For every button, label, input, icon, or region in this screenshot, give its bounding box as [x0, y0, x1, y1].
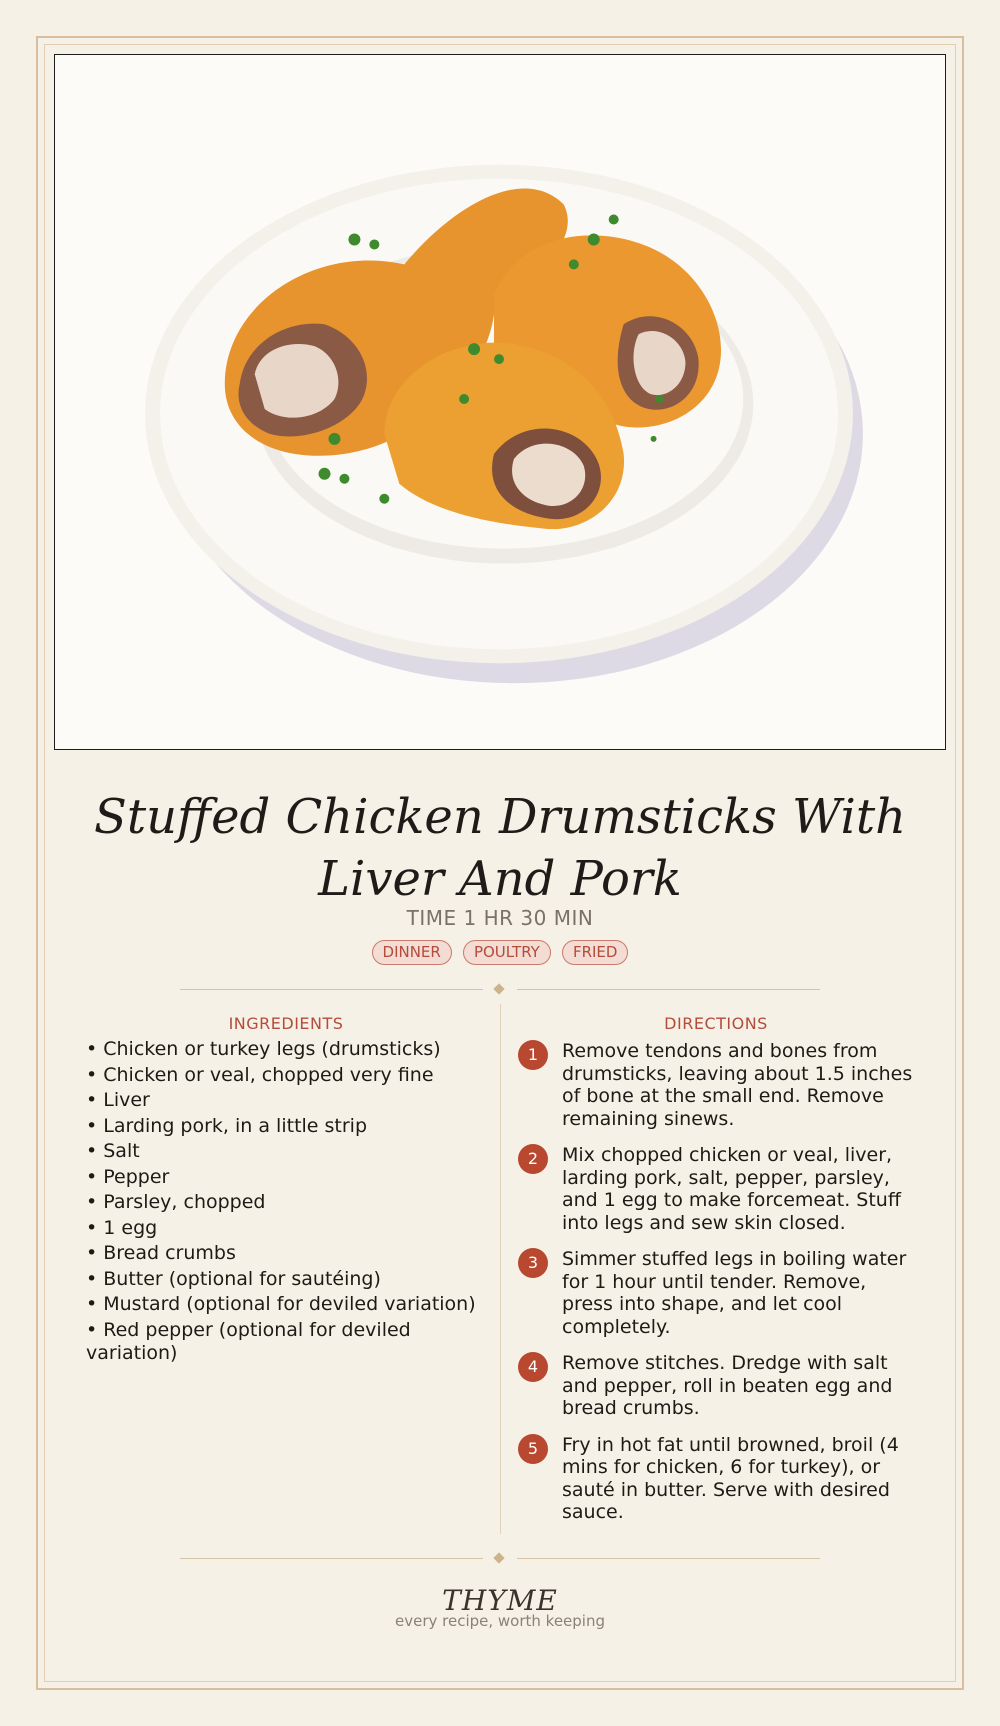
- direction-step: [518, 1352, 918, 1420]
- ingredients-list: [86, 1038, 486, 1367]
- ingredient-item: • Salt: [86, 1140, 140, 1162]
- ingredient-item: • Chicken or turkey legs (drumsticks): [86, 1038, 441, 1060]
- step-number: 3: [518, 1248, 548, 1278]
- step-number: 4: [518, 1352, 548, 1382]
- step-number: 1: [518, 1040, 548, 1070]
- ingredient-item: • 1 egg: [86, 1216, 158, 1239]
- divider-top: [180, 984, 820, 996]
- step-text: Remove tendons and bones from drumsticks, leaving about 1.5 inches of bone at the small end. Remove remaining sinews.: [562, 1040, 913, 1130]
- ingredient-item: • Pepper: [86, 1165, 170, 1188]
- ingredient-item: • Mustard (optional for deviled variation): [86, 1293, 476, 1315]
- ingredient-item: • Red pepper (optional for deviled variation): [86, 1318, 411, 1364]
- diamond-icon: [493, 983, 504, 994]
- recipe-title: Stuffed Chicken Drumsticks With Liver And Pork: [93, 789, 907, 907]
- ingredient-item: • Parsley, chopped: [86, 1191, 266, 1213]
- direction-step: [518, 1248, 918, 1338]
- tag-fried[interactable]: FRIED: [562, 940, 629, 965]
- diamond-icon: [493, 1552, 504, 1563]
- cook-time: TIME 1 HR 30 MIN: [406, 906, 594, 930]
- step-text: Remove stitches. Dredge with salt and pepper, roll in beaten egg and bread crumbs.: [562, 1352, 893, 1419]
- recipe-photo: [54, 54, 946, 750]
- tag-list: [0, 940, 1000, 965]
- ingredient-item: • Chicken or veal, chopped very fine: [86, 1063, 434, 1086]
- step-text: Mix chopped chicken or veal, liver, larding pork, salt, pepper, parsley, and 1 egg to make forcemeat. Stuff into legs and sew skin closed.: [562, 1144, 901, 1234]
- direction-step: [518, 1040, 918, 1130]
- ingredients-heading: INGREDIENTS: [228, 1014, 344, 1033]
- brand-tagline: every recipe, worth keeping: [394, 1612, 605, 1630]
- step-number: 5: [518, 1434, 548, 1464]
- tag-dinner[interactable]: DINNER: [372, 940, 452, 965]
- direction-step: [518, 1434, 918, 1524]
- direction-step: [518, 1144, 918, 1234]
- column-divider: [500, 1004, 501, 1534]
- divider-bottom: [180, 1553, 820, 1565]
- step-text: Fry in hot fat until browned, broil (4 mins for chicken, 6 for turkey), or sauté in butter. Serve with desired sauce.: [562, 1433, 899, 1523]
- tag-poultry[interactable]: POULTRY: [463, 940, 551, 965]
- brand-name: THYME: [442, 1584, 558, 1617]
- directions-heading: DIRECTIONS: [664, 1014, 768, 1033]
- ingredient-item: • Liver: [86, 1089, 150, 1111]
- step-number: 2: [518, 1144, 548, 1174]
- directions-list: [518, 1040, 918, 1524]
- ingredient-item: • Butter (optional for sautéing): [86, 1267, 381, 1290]
- ingredient-item: • Larding pork, in a little strip: [86, 1114, 368, 1137]
- ingredient-item: • Bread crumbs: [86, 1242, 236, 1264]
- step-text: Simmer stuffed legs in boiling water for 1 hour until tender. Remove, press into shape, and let cool completely.: [562, 1248, 907, 1338]
